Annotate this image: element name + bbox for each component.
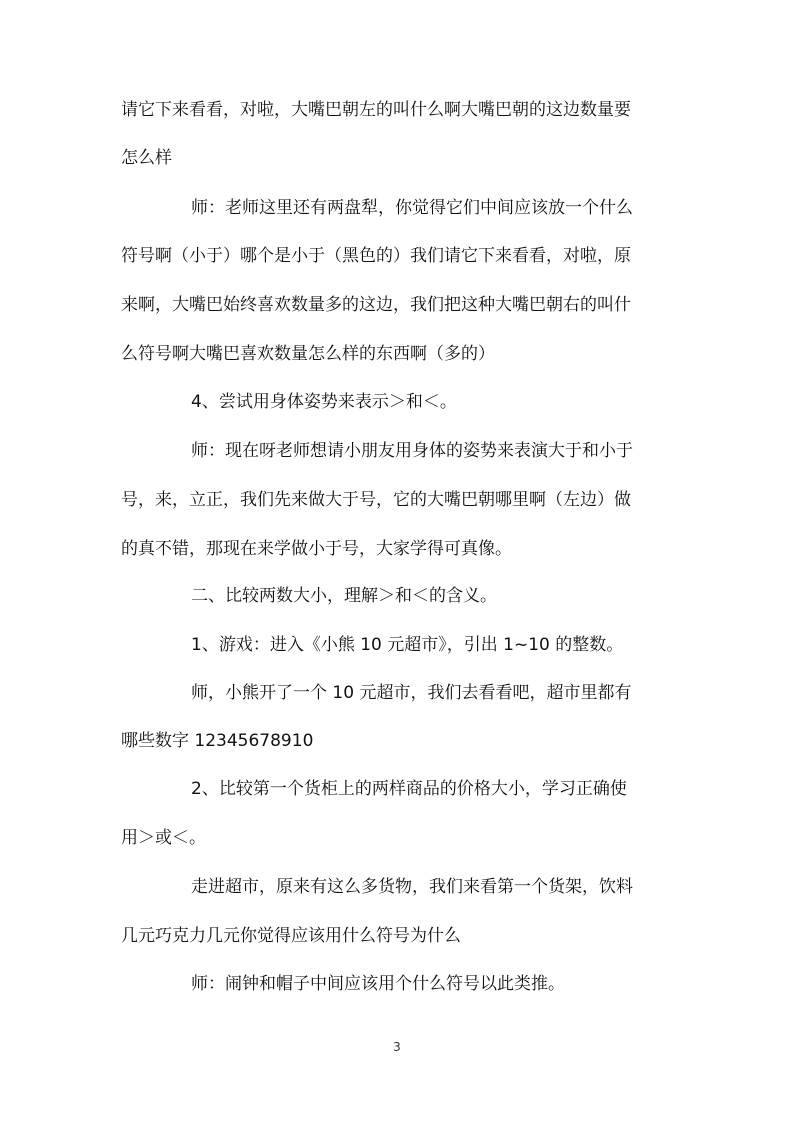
text-line-content: 哪些数字 12345678910 (121, 731, 314, 751)
text-line-content: 怎么样 (121, 148, 172, 168)
text-line-content: 的真不错，那现在来学做小于号，大家学得可真像。 (121, 539, 512, 559)
text-line-content: 师：老师这里还有两盘犁，你觉得它们中间应该放一个什么 (191, 198, 633, 218)
text-line-content: 号，来，立正，我们先来做大于号，它的大嘴巴朝哪里啊（左边）做 (121, 490, 631, 510)
page-number: 3 (393, 1040, 401, 1054)
text-line-content: 1、游戏：进入《小熊 10 元超市》，引出 1~10 的整数。 (191, 635, 624, 655)
text-line-content: 用＞或＜。 (121, 828, 206, 848)
text-line-content: 师，小熊开了一个 10 元超市，我们去看看吧，超市里都有 (191, 683, 632, 703)
text-line-content: 二、比较两数大小，理解＞和＜的含义。 (191, 586, 497, 606)
text-line-content: 师：现在呀老师想请小朋友用身体的姿势来表演大于和小于 (191, 441, 633, 461)
text-line-content: 请它下来看看，对啦，大嘴巴朝左的叫什么啊大嘴巴朝的这边数量要 (121, 100, 631, 120)
text-line-content: 么符号啊大嘴巴喜欢数量怎么样的东西啊（多的） (121, 344, 495, 364)
text-line-content: 几元巧克力几元你觉得应该用什么符号为什么 (121, 926, 461, 946)
text-line-content: 走进超市，原来有这么多货物，我们来看第一个货架，饮料 (191, 877, 633, 897)
text-line-content: 来啊，大嘴巴始终喜欢数量多的这边，我们把这种大嘴巴朝右的叫什 (121, 295, 631, 315)
text-line-content: 师：闹钟和帽子中间应该用个什么符号以此类推。 (191, 974, 565, 994)
text-line-content: 2、比较第一个货柜上的两样商品的价格大小，学习正确使 (191, 779, 627, 799)
text-line-content: 4、尝试用身体姿势来表示＞和＜。 (191, 392, 457, 412)
text-line-content: 符号啊（小于）哪个是小于（黑色的）我们请它下来看看，对啦，原 (121, 246, 631, 266)
